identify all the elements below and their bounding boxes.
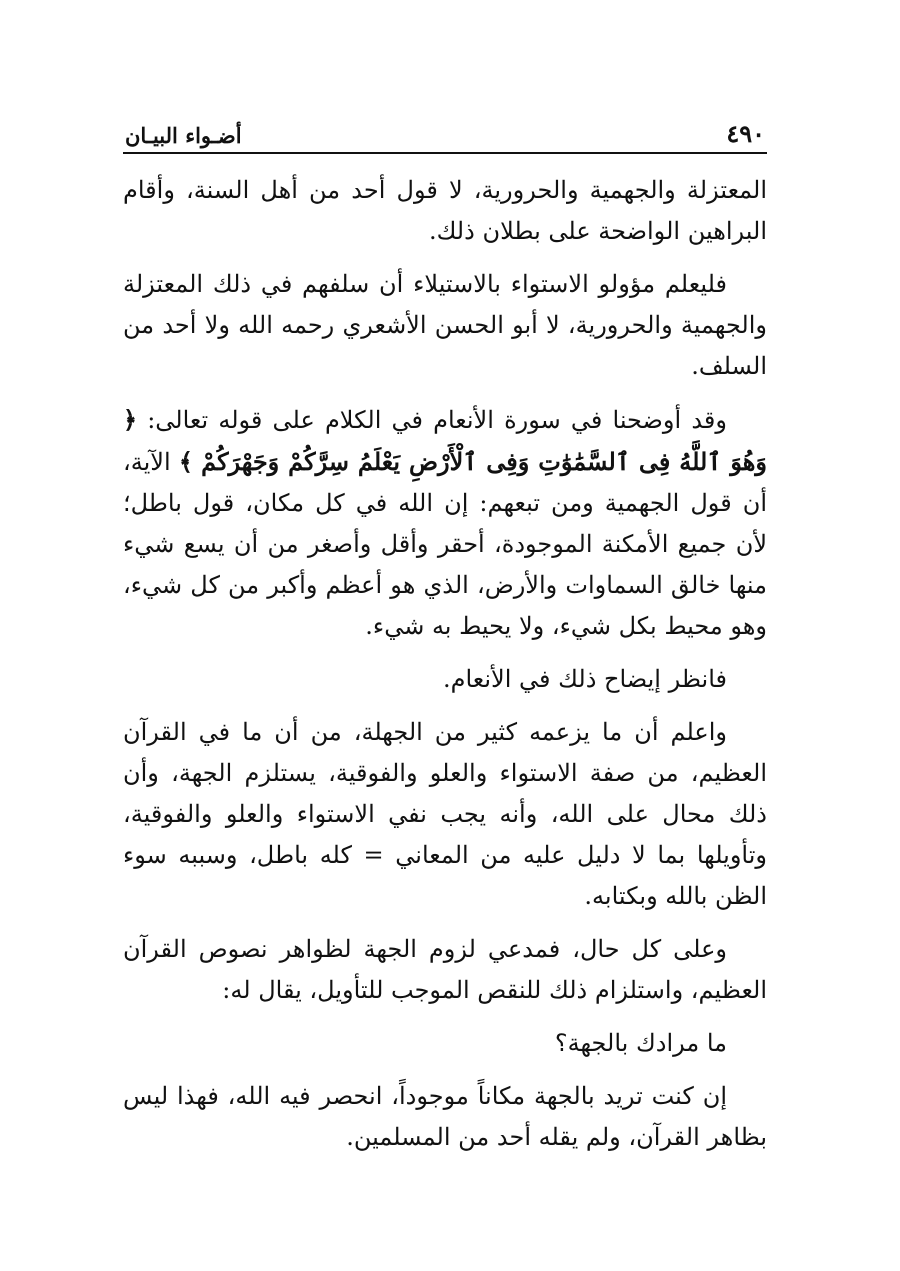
running-title: أضـواء البيـان — [125, 123, 242, 148]
verse-commentary: الآية، أن قول الجهمية ومن تبعهم: إن الله في كل مكان، قول باطل؛ لأن جميع الأمكنة الموجودة، أحقر وأقل وأصغر من أن يسع شيء منها خالق السماوات والأرض، الذي هو أعظم وأكبر من كل شيء، وهو محيط بكل شيء، ولا يحيط به شيء. — [123, 448, 767, 640]
paragraph: واعلم أن ما يزعمه كثير من الجهلة، من أن ما في القرآن العظيم، من صفة الاستواء والعلو والفوقية، يستلزم الجهة، وأن ذلك محال على الله، وأنه يجب نفي الاستواء والعلو والفوقية، وتأويلها بما لا دليل عليه من المعاني = كله باطل، وسببه سوء الظن بالله وبكتابه. — [123, 718, 767, 910]
verse-intro: وقد أوضحنا في سورة الأنعام في الكلام على قوله تعالى: — [147, 406, 727, 434]
paragraph: إن كنت تريد بالجهة مكاناً موجوداً، انحصر فيه الله، فهذا ليس بظاهر القرآن، ولم يقله أحد من المسلمين. — [123, 1082, 767, 1151]
body-text — [123, 170, 767, 1158]
page-number: ٤٩٠ — [726, 119, 765, 148]
paragraph: فانظر إيضاح ذلك في الأنعام. — [443, 665, 727, 693]
book-page — [123, 112, 767, 1170]
paragraph: فليعلم مؤولو الاستواء بالاستيلاء أن سلفهم في ذلك المعتزلة والجهمية والحرورية، لا أبو الحسن الأشعري رحمه الله ولا أحد من السلف. — [123, 270, 767, 380]
ornate-open-bracket: ﴿ — [123, 405, 138, 434]
paragraph: وعلى كل حال، فمدعي لزوم الجهة لظواهر نصوص القرآن العظيم، واستلزام ذلك للنقص الموجب للتأويل، يقال له: — [123, 935, 767, 1004]
page-header — [123, 112, 767, 154]
quran-verse: وَهُوَ ٱللَّهُ فِى ٱلسَّمَٰوَٰتِ وَفِى ٱلْأَرْضِ يَعْلَمُ سِرَّكُمْ وَجَهْرَكُمْ — [201, 447, 767, 476]
paragraph-continuation: المعتزلة والجهمية والحرورية، لا قول أحد من أهل السنة، وأقام البراهين الواضحة على بطلان ذلك. — [123, 176, 767, 245]
paragraph-with-quran-verse — [123, 399, 767, 647]
ornate-close-bracket: ﴾ — [178, 447, 193, 476]
paragraph-question: ما مرادك بالجهة؟ — [554, 1029, 727, 1057]
